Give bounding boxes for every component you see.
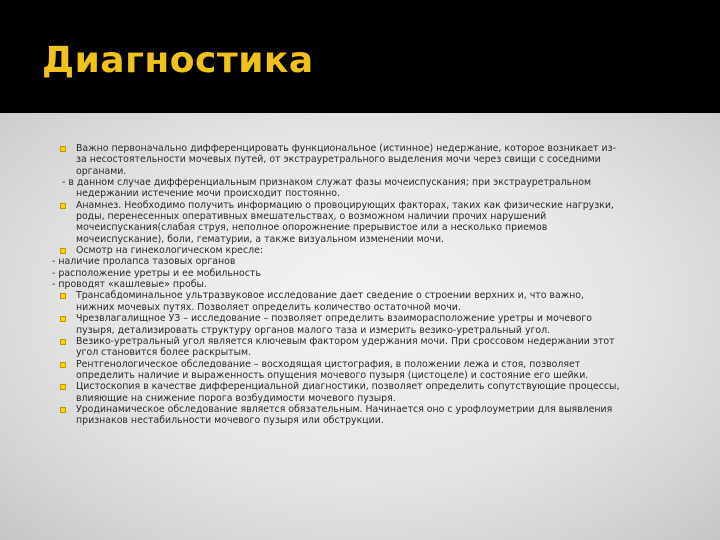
line-text: Анамнез. Необходимо получить информацию о провоцирующих факторах, таких как физические нагрузки,	[76, 199, 614, 211]
bullet-line	[0, 336, 720, 347]
slide-body-text	[0, 143, 720, 427]
line-text: недержании истечение мочи происходит постоянно.	[76, 188, 340, 200]
bullet-line	[0, 245, 720, 256]
text-line	[0, 268, 720, 279]
bullet-line	[0, 404, 720, 415]
content-area	[0, 113, 720, 540]
bullet-line	[0, 381, 720, 392]
square-bullet-icon	[60, 316, 66, 322]
text-line	[0, 188, 720, 199]
line-text: органами.	[76, 165, 127, 177]
line-text: влияющие на снижение порога возбудимости мочевого пузыря.	[76, 392, 396, 404]
text-line	[0, 325, 720, 336]
slide-title: Диагностика	[42, 40, 314, 81]
text-line	[0, 302, 720, 313]
line-text: Важно первоначально дифференцировать функциональное (истинное) недержание, которое возникает из-	[76, 143, 616, 154]
text-line	[0, 370, 720, 381]
line-text: угол становится более раскрытым.	[76, 347, 252, 359]
line-text: Осмотр на гинекологическом кресле:	[76, 245, 264, 257]
square-bullet-icon	[60, 384, 66, 390]
text-line	[0, 347, 720, 358]
text-line	[0, 154, 720, 165]
line-text: Уродинамическое обследование является обязательным. Начинается оно с урофлоуметрии для выявления	[76, 403, 613, 415]
bullet-line	[0, 359, 720, 370]
square-bullet-icon	[60, 407, 66, 413]
square-bullet-icon	[60, 293, 66, 299]
bullet-line	[0, 290, 720, 301]
text-line	[0, 211, 720, 222]
line-text: пузыря, детализировать структуру органов малого таза и измерить везико-уретральный угол.	[76, 324, 551, 336]
line-text: определить наличие и выраженность опущения мочевого пузыря (цистоцеле) и состояние его шейки.	[76, 369, 589, 381]
line-text: - расположение уретры и ее мобильность	[52, 267, 261, 279]
line-text: - наличие пролапса тазовых органов	[52, 256, 236, 268]
line-text: Цистоскопия в качестве дифференциальной диагностики, позволяет определить сопутствующие процессы,	[76, 381, 620, 393]
text-line	[0, 256, 720, 267]
line-text: мочеиспускание), боли, гематурии, а также визуальном изменении мочи.	[76, 233, 445, 245]
line-text: Везико-уретральный угол является ключевым фактором удержания мочи. При сроссовом недержании этот	[76, 335, 615, 347]
line-text: Трансабдоминальное ультразвуковое исследование дает сведение о строении верхних и, что важно,	[76, 290, 584, 302]
line-text: признаков нестабильности мочевого пузыря или обструкции.	[76, 415, 384, 427]
bullet-line	[0, 200, 720, 211]
line-text: роды, перенесенных оперативных вмешательствах, о возможном наличии прочих нарушений	[76, 211, 547, 223]
line-text: мочеиспускания(слабая струя, неполное опорожнение прерывистое или а несколько приемов	[76, 222, 548, 234]
text-line	[0, 222, 720, 233]
line-text: - проводят «кашлевые» пробы.	[52, 279, 207, 291]
line-text: - в данном случае дифференциальным признаком служат фазы мочеиспускания; при экстрауретральном	[62, 177, 592, 189]
text-line	[0, 279, 720, 290]
bullet-line	[0, 313, 720, 324]
bullet-line	[0, 143, 720, 154]
line-text: за несостоятельности мочевых путей, от экстрауретрального выделения мочи через свищи с соседними	[76, 154, 601, 166]
text-line	[0, 393, 720, 404]
square-bullet-icon	[60, 203, 66, 209]
text-line	[0, 234, 720, 245]
square-bullet-icon	[60, 362, 66, 368]
square-bullet-icon	[60, 248, 66, 254]
line-text: Чрезвлагалищное УЗ – исследование – позволяет определить взаиморасположение уретры и мочевого	[76, 313, 593, 325]
line-text: нижних мочевых путях. Позволяет определить количество остаточной мочи.	[76, 301, 461, 313]
text-line	[0, 177, 720, 188]
line-text: Рентгенологическое обследование – восходящая цистография, в положении лежа и стоя, позволяет	[76, 358, 581, 370]
square-bullet-icon	[60, 146, 66, 152]
text-line	[0, 166, 720, 177]
text-line	[0, 415, 720, 426]
title-band	[0, 0, 720, 113]
square-bullet-icon	[60, 339, 66, 345]
